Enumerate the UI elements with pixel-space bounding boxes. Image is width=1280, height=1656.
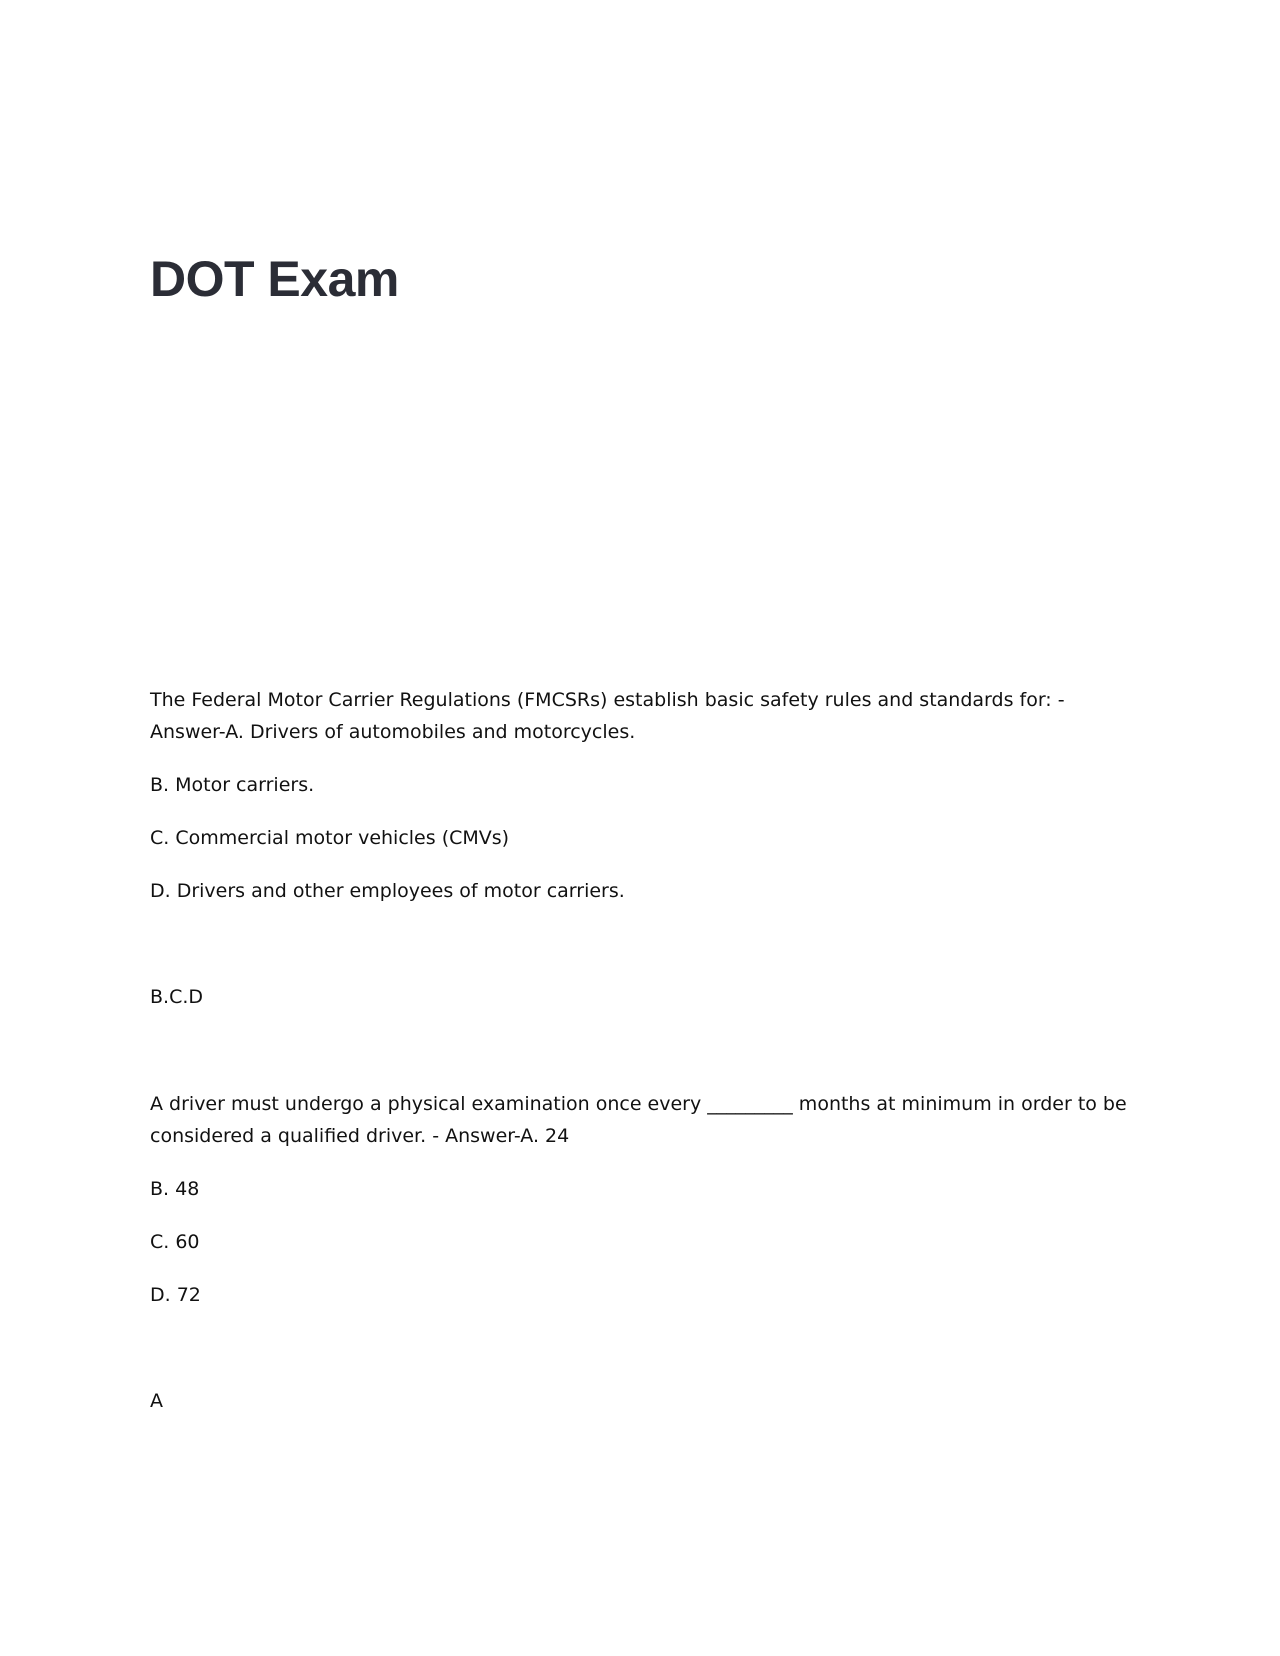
- document-title: DOT Exam: [150, 251, 399, 307]
- question-2-answer: A: [150, 1390, 163, 1412]
- question-1-option-c: C. Commercial motor vehicles (CMVs): [150, 827, 510, 849]
- question-1-prompt: The Federal Motor Carrier Regulations (FMCSRs) establish basic safety rules and standards for: - Answer-A. Drivers of automobiles and motorcycles.: [150, 689, 1065, 743]
- question-2-option-b: B. 48: [150, 1178, 200, 1200]
- question-2-option-c: C. 60: [150, 1231, 200, 1253]
- question-1-option-d: D. Drivers and other employees of motor carriers.: [150, 880, 625, 902]
- question-1-option-b: B. Motor carriers.: [150, 774, 315, 796]
- question-2-prompt: A driver must undergo a physical examination once every _________ months at minimum in order to be considered a qualified driver. - Answer-A. 24: [150, 1093, 1127, 1147]
- question-1: [150, 684, 1130, 907]
- question-2: [150, 1088, 1130, 1311]
- question-2-option-d: D. 72: [150, 1284, 201, 1306]
- question-1-answer: B.C.D: [150, 986, 204, 1008]
